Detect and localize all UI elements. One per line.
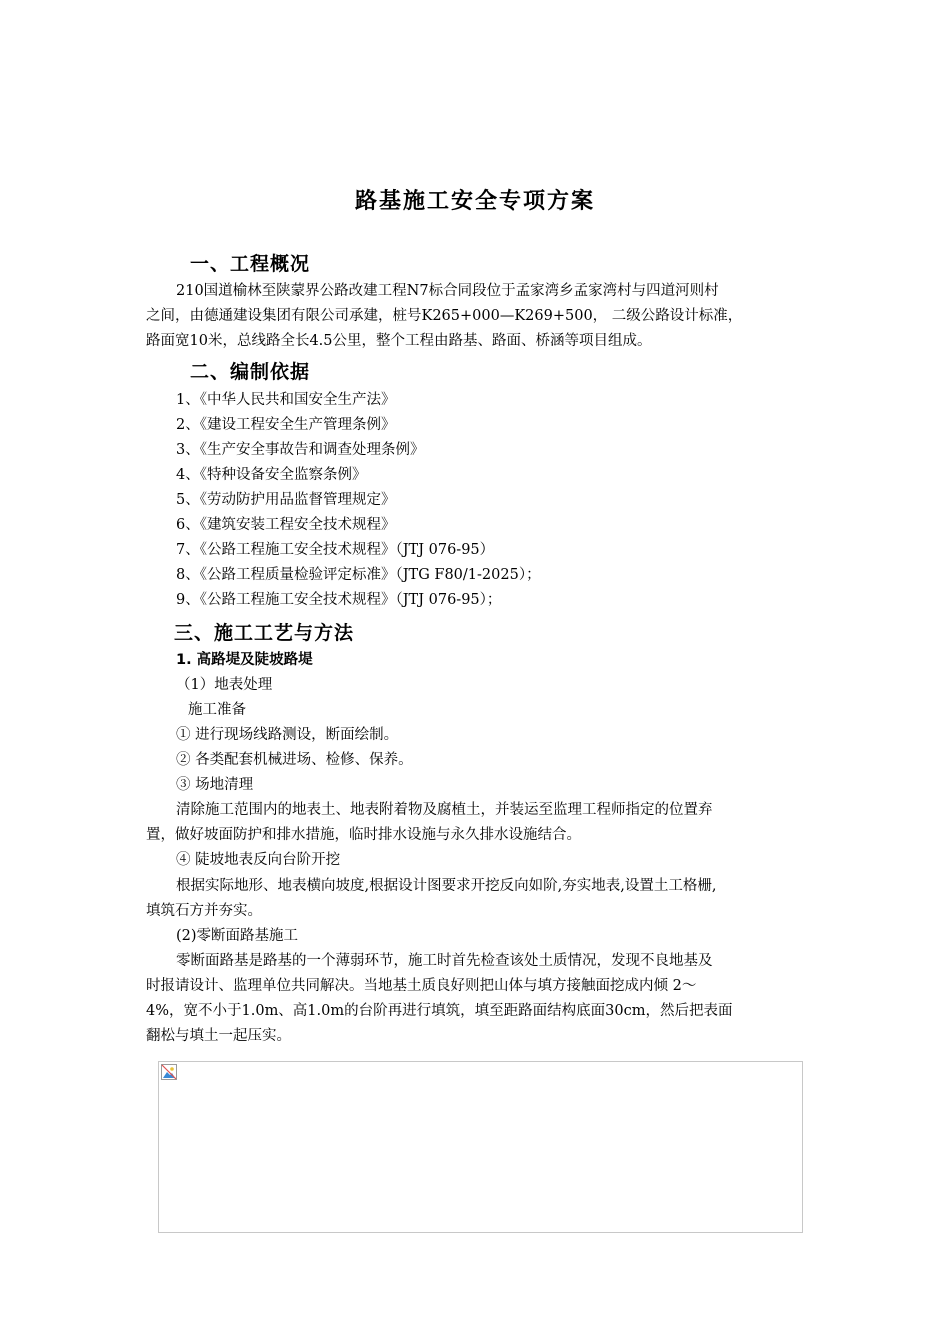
paragraph-line: ① 进行现场线路测设，断面绘制。 [176, 727, 399, 743]
paragraph-line: 路面宽10米，总线路全长4.5公里，整个工程由路基、路面、桥涵等项目组成。 [146, 333, 652, 349]
section-heading-overview: 一、工程概况 [190, 253, 311, 275]
paragraph-line: 施工准备 [188, 702, 246, 718]
broken-image-icon [161, 1064, 177, 1080]
section-heading-method: 三、施工工艺与方法 [174, 622, 355, 644]
subsection-heading: 1. 高路堤及陡坡路堤 [176, 652, 313, 668]
image-placeholder [158, 1061, 803, 1233]
paragraph-line: ④ 陡坡地表反向台阶开挖 [176, 852, 341, 868]
subsection-heading: （1）地表处理 [176, 677, 273, 693]
paragraph-line: 清除施工范围内的地表土、地表附着物及腐植土，并装运至监理工程师指定的位置弃 [176, 802, 713, 818]
paragraph-line: 翻松与填土一起压实。 [146, 1028, 291, 1044]
basis-list-item: 5、《劳动防护用品监督管理规定》 [176, 492, 396, 508]
paragraph-line: 时报请设计、监理单位共同解决。当地基土质良好则把山体与填方接触面挖成内倾 2～ [146, 978, 697, 994]
document-title: 路基施工安全专项方案 [354, 189, 595, 214]
paragraph-line: 零断面路基是路基的一个薄弱环节，施工时首先检查该处土质情况，发现不良地基及 [176, 953, 713, 969]
paragraph-line: 置，做好坡面防护和排水措施，临时排水设施与永久排水设施结合。 [146, 827, 581, 843]
paragraph-line: 之间，由德通建设集团有限公司承建，桩号K265+000—K269+500， 二级公路设计标准， [146, 308, 743, 324]
section-heading-basis: 二、编制依据 [190, 361, 311, 383]
paragraph-line: ② 各类配套机械进场、检修、保养。 [176, 752, 413, 768]
paragraph-line: ③ 场地清理 [176, 777, 254, 793]
basis-list-item: 6、《建筑安装工程安全技术规程》 [176, 517, 396, 533]
basis-list-item: 4、《特种设备安全监察条例》 [176, 467, 367, 483]
paragraph-line: 4%，宽不小于1.0m、高1.0m的台阶再进行填筑，填至距路面结构底面30cm，然后把表面 [146, 1003, 733, 1019]
paragraph-line: 根据实际地形、地表横向坡度,根据设计图要求开挖反向如阶,夯实地表,设置土工格栅, [176, 878, 717, 894]
basis-list-item: 1、《中华人民共和国安全生产法》 [176, 392, 396, 408]
basis-list-item: 9、《公路工程施工安全技术规程》（JTJ 076-95）； [176, 592, 502, 608]
basis-list-item: 3、《生产安全事故告和调查处理条例》 [176, 442, 425, 458]
basis-list-item: 2、《建设工程安全生产管理条例》 [176, 417, 396, 433]
basis-list-item: 8、《公路工程质量检验评定标准》（JTG F80/1-2025）； [176, 567, 541, 583]
paragraph-line: 210国道榆林至陕蒙界公路改建工程N7标合同段位于孟家湾乡孟家湾村与四道河则村 [176, 283, 719, 299]
subsection-heading: (2)零断面路基施工 [176, 928, 299, 944]
paragraph-line: 填筑石方并夯实。 [146, 903, 262, 919]
basis-list-item: 7、《公路工程施工安全技术规程》（JTJ 076-95） [176, 542, 495, 558]
